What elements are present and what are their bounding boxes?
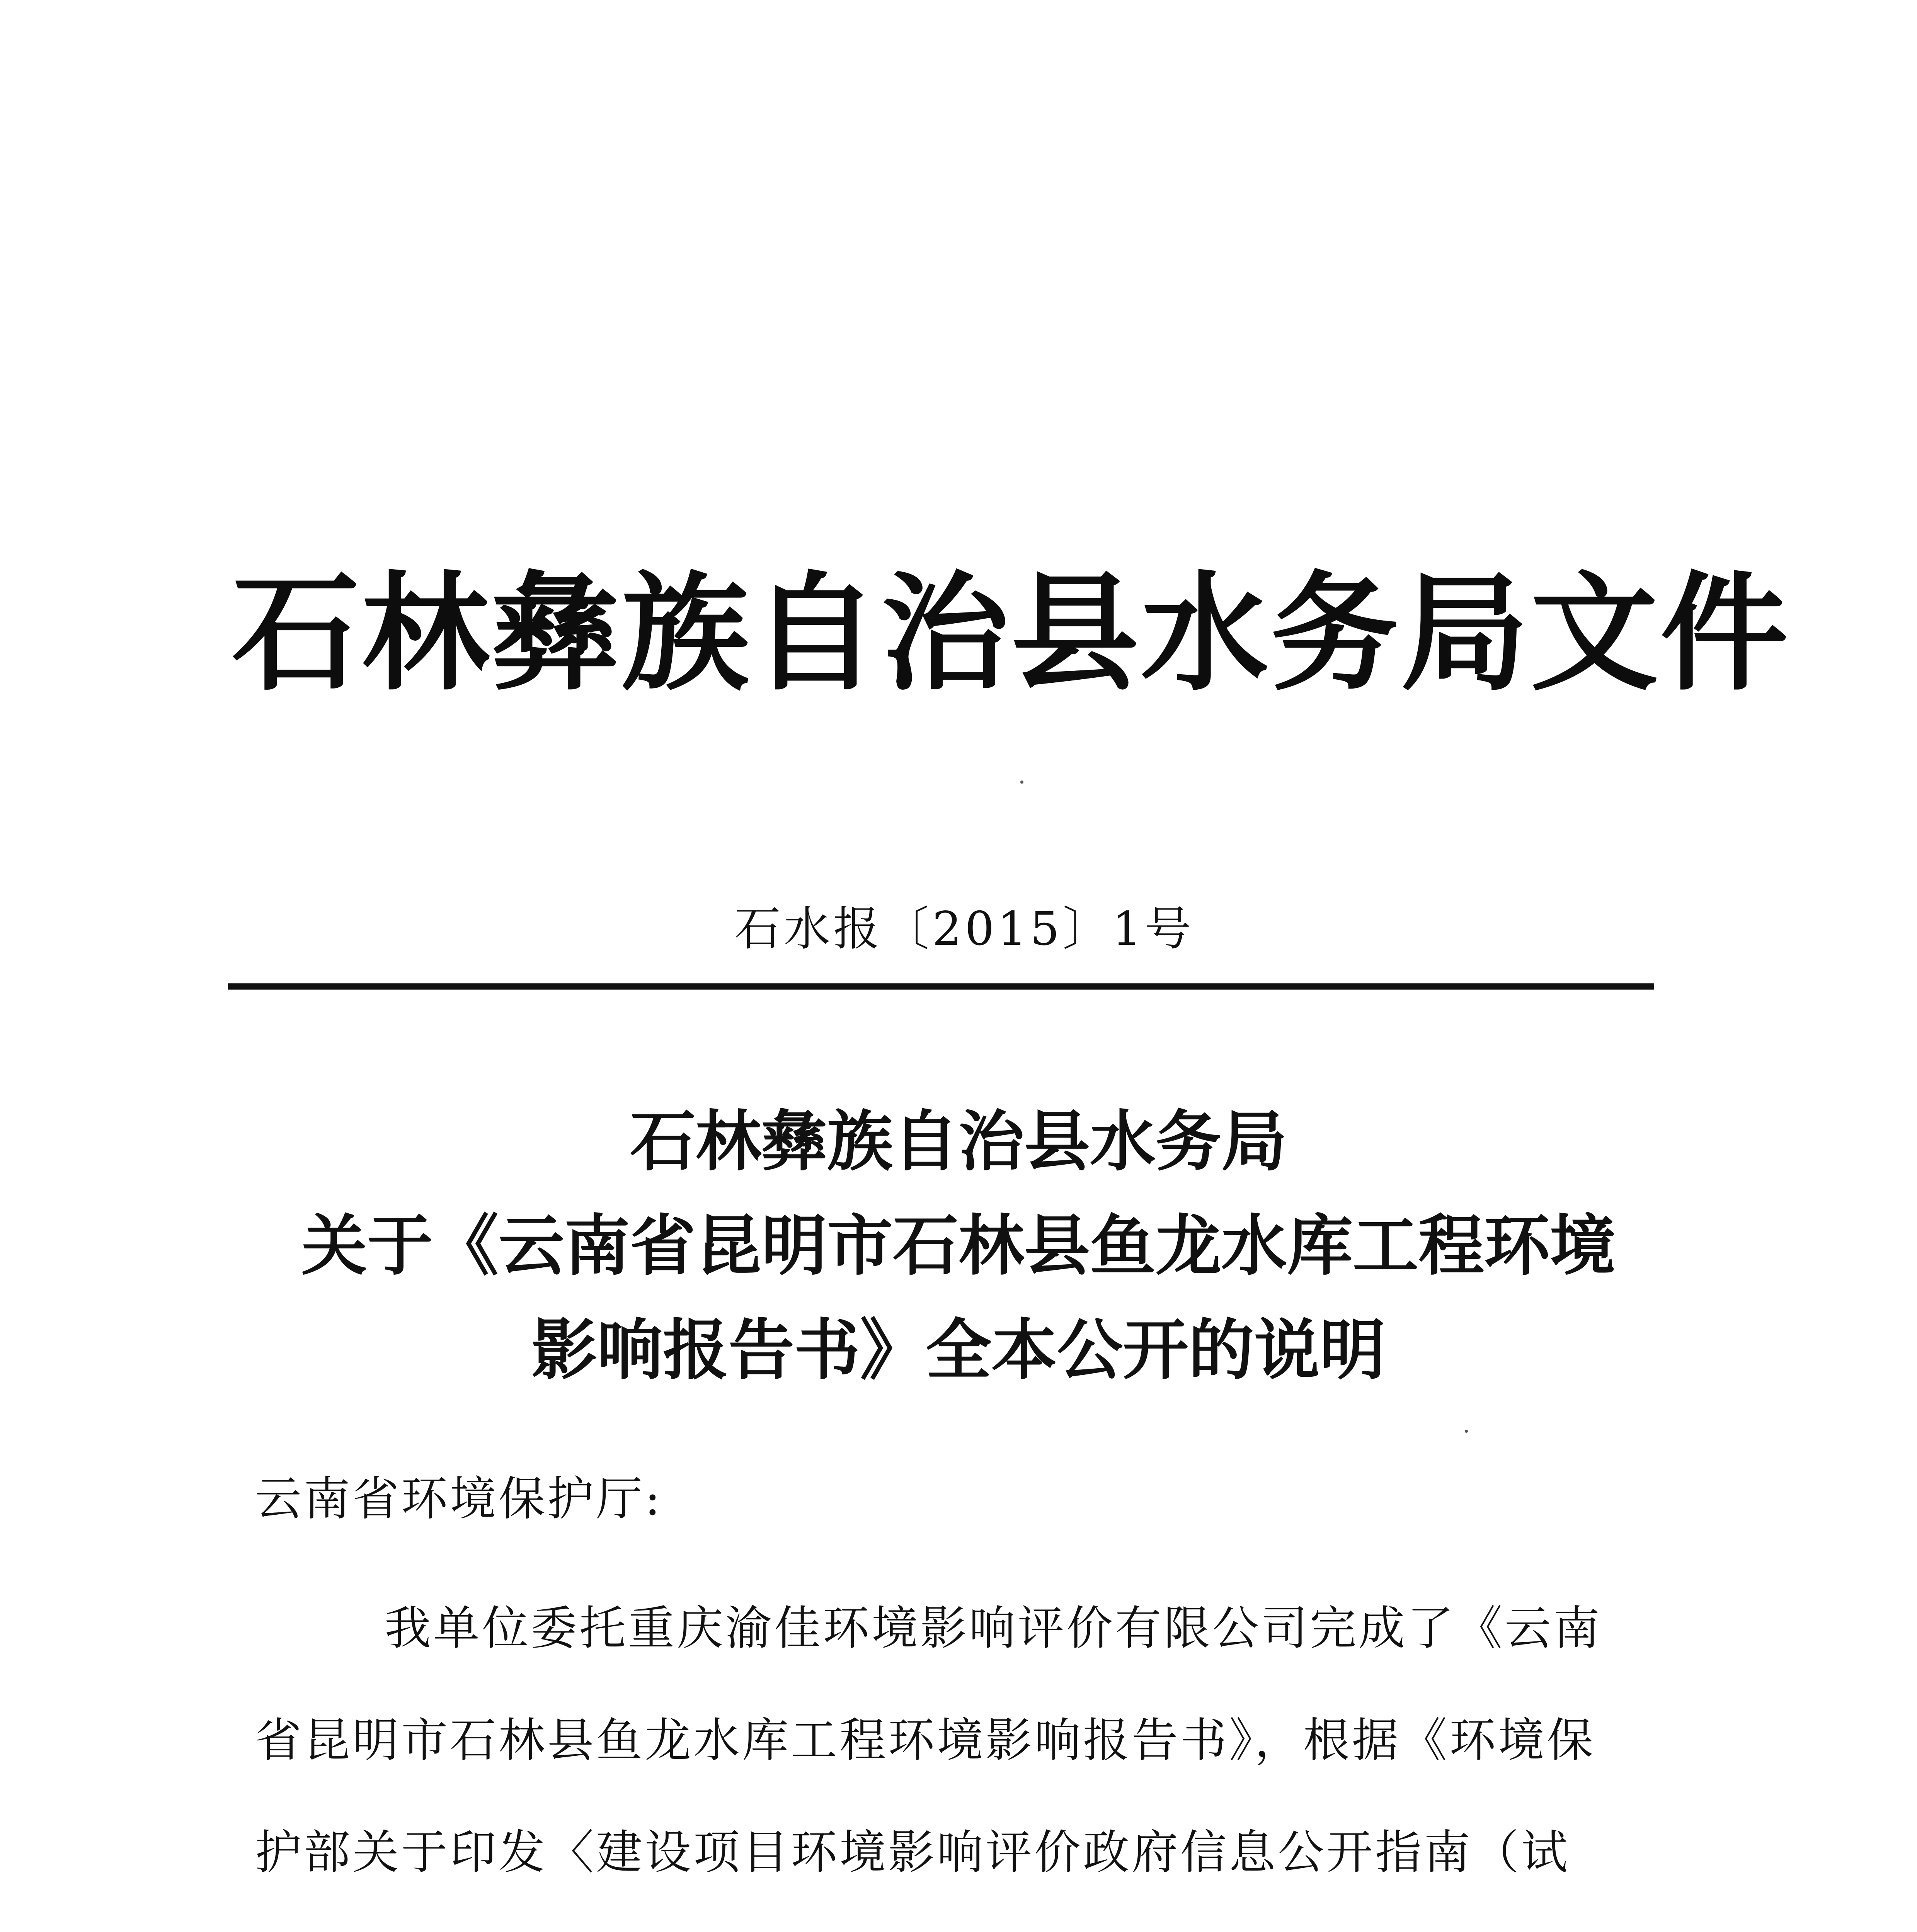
header-divider	[228, 983, 1654, 990]
body-line: 护部关于印发〈建设项目环境影响评价政府信息公开指南（试	[255, 1826, 1570, 1879]
subject-title-line: 石林彝族自治县水务局	[630, 1104, 1287, 1180]
body-line	[255, 1909, 1685, 1932]
document-number: 石水报〔2015〕1号	[734, 902, 1194, 956]
subject-title-line: 影响报告书》全本公开的说明	[531, 1312, 1386, 1389]
issuer-title: 石林彝族自治县水务局文件	[232, 560, 1790, 708]
body-line: 我单位委托重庆渝佳环境影响评价有限公司完成了《云南	[385, 1602, 1602, 1655]
scan-speck	[1465, 1430, 1468, 1433]
body-paragraph	[255, 1573, 1685, 1932]
addressee: 云南省环境保护厅:	[255, 1472, 663, 1526]
subject-title	[232, 1090, 1685, 1403]
body-line: 省昆明市石林县鱼龙水库工程环境影响报告书》，根据《环境保	[255, 1714, 1595, 1767]
subject-title-line: 关于《云南省昆明市石林县鱼龙水库工程环境	[301, 1208, 1616, 1284]
scan-speck	[1020, 781, 1023, 784]
